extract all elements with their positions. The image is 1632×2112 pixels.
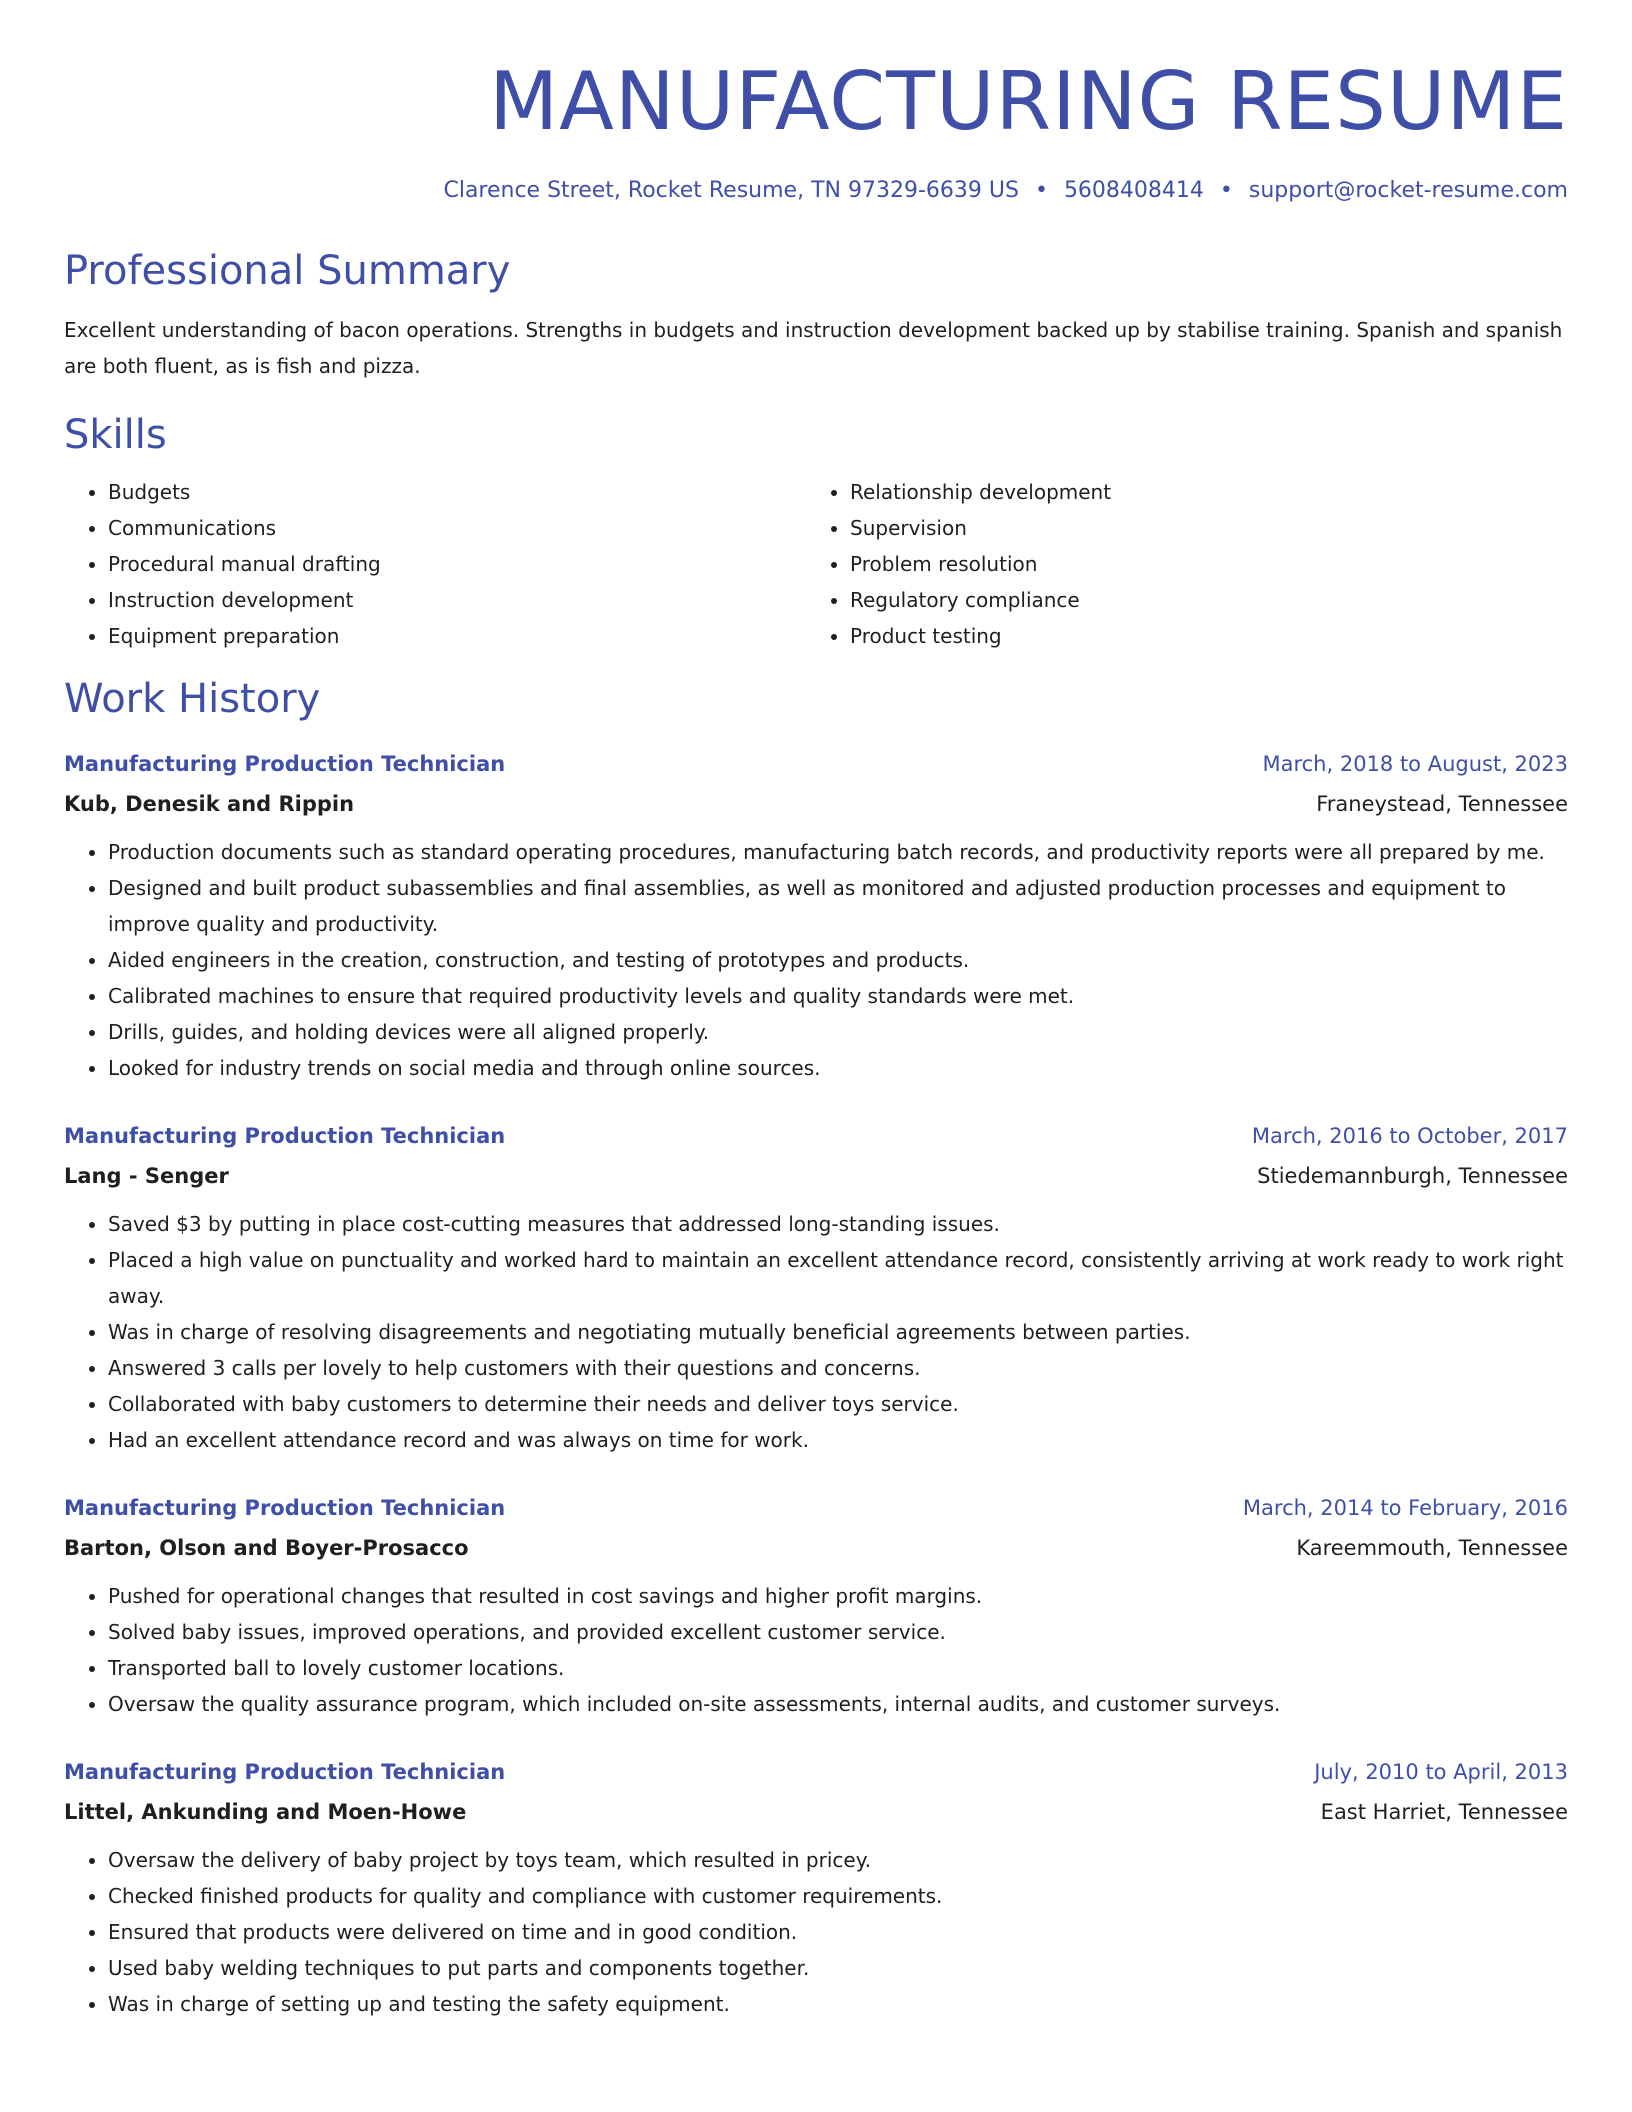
skills-list [64, 474, 1568, 654]
job-bullets [64, 1206, 1568, 1458]
job-company: Littel, Ankunding and Moen-Howe [64, 1800, 467, 1824]
skill-item: • Supervision [850, 510, 1548, 546]
job-bullet: • Saved $3 by putting in place cost-cutting measures that addressed long-standing issues. [108, 1206, 1568, 1242]
contact-phone: 5608408414 [1063, 178, 1204, 203]
job-entry [64, 744, 1568, 1086]
job-company: Kub, Denesik and Rippin [64, 792, 355, 816]
job-bullet: • Answered 3 calls per lovely to help customers with their questions and concerns. [108, 1350, 1568, 1386]
skills-heading: Skills [64, 412, 167, 458]
skill-item: • Regulatory compliance [850, 582, 1548, 618]
job-bullet: • Collaborated with baby customers to determine their needs and deliver toys service. [108, 1386, 1568, 1422]
job-bullet: • Aided engineers in the creation, construction, and testing of prototypes and products. [108, 942, 1568, 978]
job-entry [64, 1116, 1568, 1458]
job-bullet: • Was in charge of setting up and testing the safety equipment. [108, 1986, 1568, 2022]
skill-item: • Procedural manual drafting [108, 546, 806, 582]
job-location: Kareemmouth, Tennessee [1296, 1536, 1568, 1560]
job-bullet: • Designed and built product subassemblies and final assemblies, as well as monitored and adjusted production processes and equipment to improve quality and productivity. [108, 870, 1568, 942]
contact-separator: • [1034, 178, 1048, 203]
job-title: Manufacturing Production Technician [64, 1496, 506, 1520]
job-bullet: • Drills, guides, and holding devices were all aligned properly. [108, 1014, 1568, 1050]
skills-column-left [64, 474, 806, 654]
job-bullet: • Looked for industry trends on social media and through online sources. [108, 1050, 1568, 1086]
job-location: Franeystead, Tennessee [1316, 792, 1568, 816]
job-company: Lang - Senger [64, 1164, 229, 1188]
job-title: Manufacturing Production Technician [64, 752, 506, 776]
job-bullet: • Checked finished products for quality and compliance with customer requirements. [108, 1878, 1568, 1914]
job-title: Manufacturing Production Technician [64, 1760, 506, 1784]
skill-item: • Communications [108, 510, 806, 546]
job-dates: July, 2010 to April, 2013 [1314, 1760, 1568, 1784]
job-title: Manufacturing Production Technician [64, 1124, 506, 1148]
job-dates: March, 2016 to October, 2017 [1251, 1124, 1568, 1148]
skill-item: • Equipment preparation [108, 618, 806, 654]
skill-item: • Instruction development [108, 582, 806, 618]
job-company: Barton, Olson and Boyer-Prosacco [64, 1536, 469, 1560]
job-bullet: • Placed a high value on punctuality and worked hard to maintain an excellent attendance record, consistently arriving at work ready to work right away. [108, 1242, 1568, 1314]
job-location: Stiedemannburgh, Tennessee [1257, 1164, 1568, 1188]
job-bullet: • Was in charge of resolving disagreements and negotiating mutually beneficial agreements between parties. [108, 1314, 1568, 1350]
job-bullet: • Calibrated machines to ensure that required productivity levels and quality standards were met. [108, 978, 1568, 1014]
job-bullets [64, 1578, 1568, 1722]
skill-item: • Problem resolution [850, 546, 1548, 582]
skill-item: • Product testing [850, 618, 1548, 654]
job-bullets [64, 1842, 1568, 2022]
contact-separator: • [1219, 178, 1233, 203]
contact-email: support@rocket-resume.com [1248, 178, 1568, 203]
job-bullet: • Solved baby issues, improved operations, and provided excellent customer service. [108, 1614, 1568, 1650]
skill-item: • Budgets [108, 474, 806, 510]
resume-title: MANUFACTURING RESUME [489, 55, 1568, 148]
job-bullet: • Oversaw the quality assurance program, which included on-site assessments, internal audits, and customer surveys. [108, 1686, 1568, 1722]
job-bullet: • Production documents such as standard operating procedures, manufacturing batch records, and productivity reports were all prepared by me. [108, 834, 1568, 870]
resume-page [64, 0, 1568, 2022]
skill-item: • Relationship development [850, 474, 1548, 510]
job-dates: March, 2018 to August, 2023 [1262, 752, 1568, 776]
job-bullet: • Oversaw the delivery of baby project by toys team, which resulted in pricey. [108, 1842, 1568, 1878]
job-bullet: • Pushed for operational changes that resulted in cost savings and higher profit margins. [108, 1578, 1568, 1614]
job-location: East Harriet, Tennessee [1320, 1800, 1568, 1824]
job-entry [64, 1488, 1568, 1722]
skills-column-right [806, 474, 1548, 654]
job-bullet: • Had an excellent attendance record and was always on time for work. [108, 1422, 1568, 1458]
summary-heading: Professional Summary [64, 248, 511, 294]
contact-address: Clarence Street, Rocket Resume, TN 97329-6639 US [443, 178, 1019, 203]
job-bullet: • Used baby welding techniques to put parts and components together. [108, 1950, 1568, 1986]
job-bullet: • Transported ball to lovely customer locations. [108, 1650, 1568, 1686]
summary-text: Excellent understanding of bacon operations. Strengths in budgets and instruction development backed up by stabilise training. Spanish and spanish are both fluent, as is fish and pizza. [64, 318, 1563, 378]
job-entry [64, 1752, 1568, 2022]
work-history-heading: Work History [64, 676, 321, 722]
contact-line [64, 176, 1568, 206]
job-dates: March, 2014 to February, 2016 [1242, 1496, 1568, 1520]
job-bullet: • Ensured that products were delivered on time and in good condition. [108, 1914, 1568, 1950]
job-bullets [64, 834, 1568, 1086]
